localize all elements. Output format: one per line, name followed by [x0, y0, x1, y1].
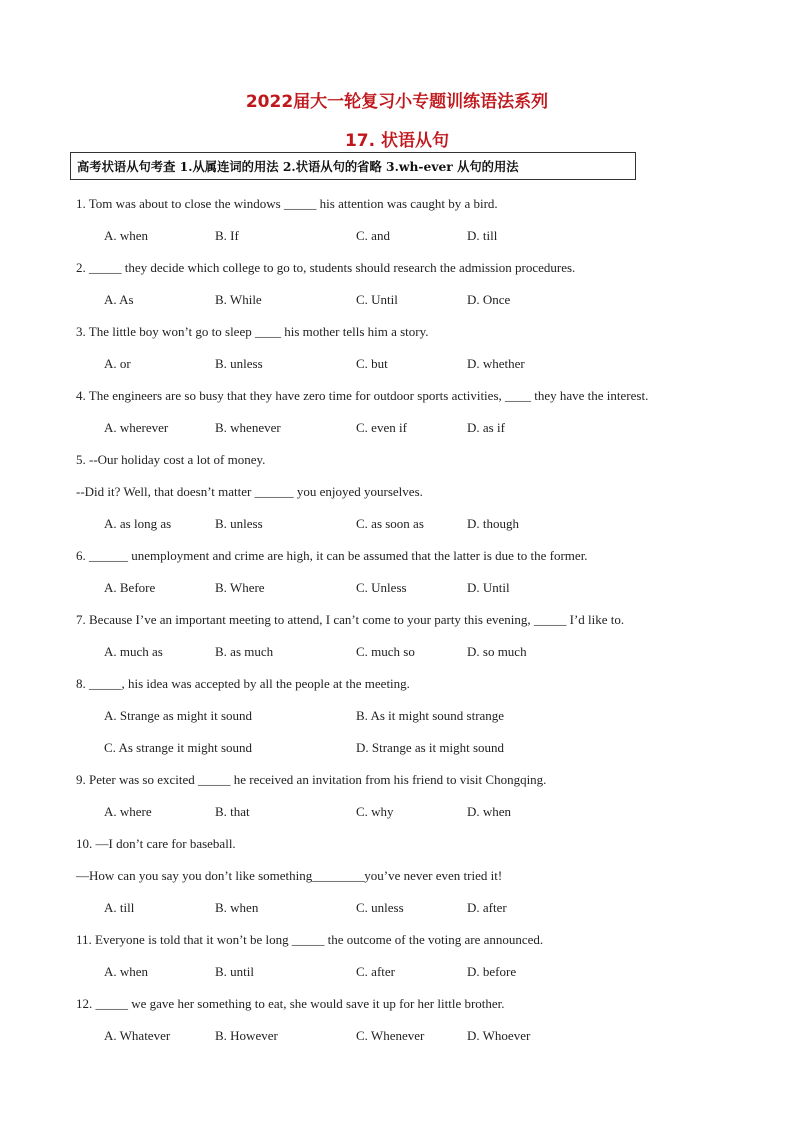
option-12d: D. Whoever	[467, 1028, 531, 1043]
option-7b: B. as much	[215, 644, 274, 659]
option-8d: D. Strange as it might sound	[356, 740, 505, 755]
option-6b: B. Where	[215, 580, 265, 595]
question-8: 8. _____, his idea was accepted by all the people at the meeting.	[76, 676, 410, 691]
option-12b: B. However	[215, 1028, 278, 1043]
question-6: 6. ______ unemployment and crime are high, it can be assumed that the latter is due to the former.	[76, 548, 588, 563]
option-6c: C. Unless	[356, 580, 407, 595]
option-9d: D. when	[467, 804, 512, 819]
option-9c: C. why	[356, 804, 394, 819]
option-9b: B. that	[215, 804, 250, 819]
option-1b: B. If	[215, 228, 239, 243]
option-3b: B. unless	[215, 356, 263, 371]
option-3a: A. or	[104, 356, 131, 371]
question-10: 10. —I don’t care for baseball.	[76, 836, 236, 851]
question-10-reply: —How can you say you don’t like something________you’ve never even tried it!	[76, 868, 503, 883]
option-5b: B. unless	[215, 516, 263, 531]
option-7c: C. much so	[356, 644, 415, 659]
question-9: 9. Peter was so excited _____ he received an invitation from his friend to visit Chongqing.	[76, 772, 547, 787]
option-7d: D. so much	[467, 644, 527, 659]
question-5-reply: --Did it? Well, that doesn’t matter ______ you enjoyed yourselves.	[76, 484, 423, 499]
option-2b: B. While	[215, 292, 262, 307]
option-10a: A. till	[104, 900, 135, 915]
option-10b: B. when	[215, 900, 259, 915]
question-2: 2. _____ they decide which college to go to, students should research the admission procedures.	[76, 260, 576, 275]
option-6a: A. Before	[104, 580, 156, 595]
summary-box: 高考状语从句考查 1.从属连词的用法 2.状语从句的省略 3.wh-ever 从句的用法	[70, 152, 636, 180]
option-8a: A. Strange as might it sound	[104, 708, 253, 723]
question-1: 1. Tom was about to close the windows _____ his attention was caught by a bird.	[76, 196, 498, 211]
option-5a: A. as long as	[104, 516, 172, 531]
option-3d: D. whether	[467, 356, 525, 371]
option-1c: C. and	[356, 228, 390, 243]
option-2d: D. Once	[467, 292, 511, 307]
question-7: 7. Because I’ve an important meeting to attend, I can’t come to your party this evening, _____ I’d like to.	[76, 612, 625, 627]
option-1d: D. till	[467, 228, 498, 243]
option-11d: D. before	[467, 964, 517, 979]
option-7a: A. much as	[104, 644, 163, 659]
option-4c: C. even if	[356, 420, 407, 435]
option-5d: D. though	[467, 516, 519, 531]
option-2c: C. Until	[356, 292, 398, 307]
question-5: 5. --Our holiday cost a lot of money.	[76, 452, 266, 467]
section-title: 17. 状语从句	[344, 131, 450, 151]
question-3: 3. The little boy won’t go to sleep ____ his mother tells him a story.	[76, 324, 429, 339]
option-4a: A. wherever	[104, 420, 169, 435]
option-2a: A. As	[104, 292, 134, 307]
question-4: 4. The engineers are so busy that they have zero time for outdoor sports activities, ____ they have the interest.	[76, 388, 649, 403]
option-8c: C. As strange it might sound	[104, 740, 253, 755]
option-1a: A. when	[104, 228, 149, 243]
option-9a: A. where	[104, 804, 152, 819]
page-title: 2022届大一轮复习小专题训练语法系列	[245, 92, 549, 112]
option-11c: C. after	[356, 964, 395, 979]
question-11: 11. Everyone is told that it won’t be long _____ the outcome of the voting are announced.	[76, 932, 544, 947]
option-12c: C. Whenever	[356, 1028, 425, 1043]
option-12a: A. Whatever	[104, 1028, 171, 1043]
option-4b: B. whenever	[215, 420, 281, 435]
option-3c: C. but	[356, 356, 388, 371]
question-12: 12. _____ we gave her something to eat, she would save it up for her little brother.	[76, 996, 505, 1011]
option-10d: D. after	[467, 900, 507, 915]
option-11b: B. until	[215, 964, 255, 979]
option-5c: C. as soon as	[356, 516, 424, 531]
option-11a: A. when	[104, 964, 149, 979]
option-8b: B. As it might sound strange	[356, 708, 505, 723]
option-4d: D. as if	[467, 420, 505, 435]
option-6d: D. Until	[467, 580, 510, 595]
option-10c: C. unless	[356, 900, 404, 915]
